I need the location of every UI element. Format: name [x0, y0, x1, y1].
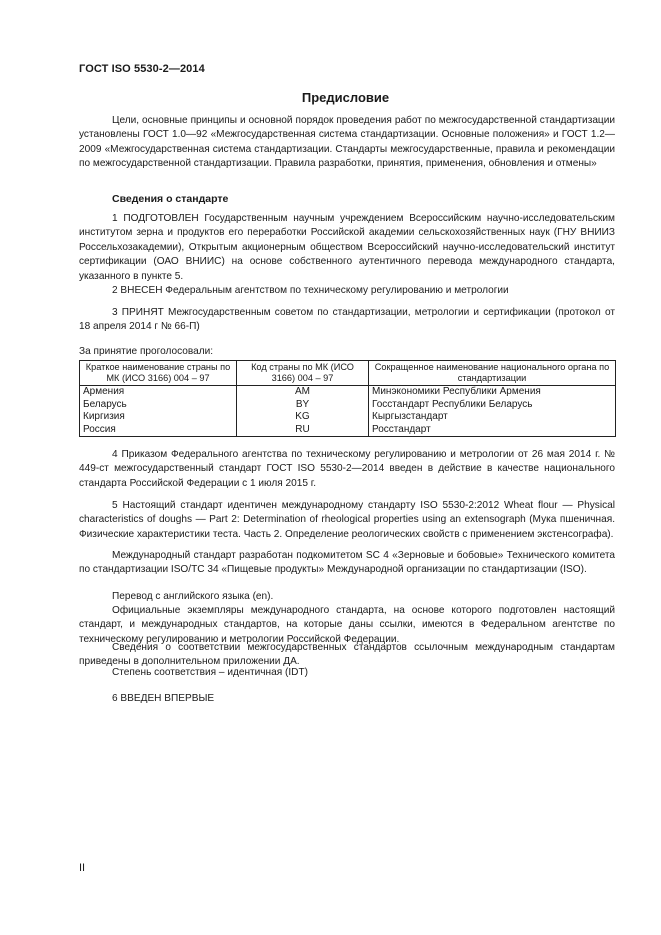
item-3-paragraph: 3 ПРИНЯТ Межгосударственным советом по стандартизации, метрологии и сертификации (протокол от 18 апреля 2014 г № 66-П)	[79, 307, 615, 333]
table-header-row	[80, 361, 616, 386]
table-cell-country: Беларусь	[80, 399, 237, 412]
table-cell-body: Росстандарт	[369, 424, 616, 437]
item-1-paragraph: 1 ПОДГОТОВЛЕН Государственным научным учреждением Всероссийским научно-исследовательским институтом зерна и продуктов его переработки Российской академии сельскохозяйственных наук (ГНУ ВНИИЗ Россельхозакадемии), Открытым акционерным обществом Всероссийский научно-исследовательский институт сертификации (ОАО ВНИИС) на основе собственного аутентичного перевода международного стандарта, указанного в пункте 5.	[79, 213, 615, 282]
item-5-translation-paragraph: Перевод с английского языка (en).	[112, 591, 274, 602]
table-row	[80, 411, 616, 424]
item-5-references-paragraph: Сведения о соответствии межгосударственных стандартов ссылочным международным стандартам приведены в дополнительном приложении ДА.	[79, 642, 615, 668]
item-6-paragraph: 6 ВВЕДЕН ВПЕРВЫЕ	[112, 693, 215, 704]
item-4-paragraph: 4 Приказом Федерального агентства по техническому регулированию и метрологии от 26 мая 2014 г. № 449-ст межгосударственный стандарт ГОСТ ISO 5530-2—2014 введен в действие в качестве национального стандарта Российской Федерации с 1 июля 2015 г.	[79, 449, 615, 489]
item-2-paragraph: 2 ВНЕСЕН Федеральным агентством по техническому регулированию и метрологии	[112, 285, 509, 296]
table-cell-country: Армения	[80, 386, 237, 399]
item-5-copies-paragraph: Официальные экземпляры международного стандарта, на основе которого подготовлен настоящий стандарт, и международных стандартов, на которые даны ссылки, имеются в Федеральном агентстве по техническому регулированию и метрологии Российской Федерации.	[79, 605, 615, 645]
table-cell-code: RU	[237, 424, 369, 437]
table-header-body: Сокращенное наименование национального органа по стандартизации	[369, 361, 616, 386]
document-header: ГОСТ ISO 5530-2—2014	[79, 63, 205, 75]
table-row	[80, 399, 616, 412]
table-cell-body: Минэкономики Республики Армения	[369, 386, 616, 399]
table-cell-body: Госстандарт Республики Беларусь	[369, 399, 616, 412]
table-cell-code: KG	[237, 411, 369, 424]
item-5-conformity-paragraph: Степень соответствия – идентичная (IDT)	[112, 667, 308, 678]
table-header-code: Код страны по МК (ИСО 3166) 004 – 97	[237, 361, 369, 386]
voting-table	[79, 360, 616, 437]
page-number: II	[79, 862, 86, 874]
table-cell-country: Россия	[80, 424, 237, 437]
table-row	[80, 386, 616, 399]
vote-label: За принятие проголосовали:	[79, 346, 214, 357]
item-5-paragraph: 5 Настоящий стандарт идентичен международному стандарту ISO 5530-2:2012 Wheat flour — Physical characteristics of doughs — Part 2: Determination of rheological properties using an extensograph (Мука пшеничная. Физические характеристики теста. Часть 2. Определение реологических свойств с применением экстенсографа).	[79, 500, 615, 540]
subheading: Сведения о стандарте	[112, 193, 229, 205]
table-cell-body: Кыргызстандарт	[369, 411, 616, 424]
table-cell-code: BY	[237, 399, 369, 412]
table-cell-country: Киргизия	[80, 411, 237, 424]
item-5-developer-paragraph: Международный стандарт разработан подкомитетом SC 4 «Зерновые и бобовые» Технического комитета по стандартизации ISO/TC 34 «Пищевые продукты» Международной организации по стандартизации (ISO).	[79, 550, 615, 576]
table-header-country: Краткое наименование страны по МК (ИСО 3166) 004 – 97	[80, 361, 237, 386]
table-cell-code: AM	[237, 386, 369, 399]
intro-paragraph: Цели, основные принципы и основной порядок проведения работ по межгосударственной стандартизации установлены ГОСТ 1.0—92 «Межгосударственная система стандартизации. Основные положения» и ГОСТ 1.2—2009 «Межгосударственная система стандартизации. Стандарты межгосударственные, правила и рекомендации по межгосударственной стандартизации. Правила разработки, принятия, применения, обновления и отмены»	[79, 115, 615, 170]
page-title: Предисловие	[301, 90, 390, 105]
table-row	[80, 424, 616, 437]
